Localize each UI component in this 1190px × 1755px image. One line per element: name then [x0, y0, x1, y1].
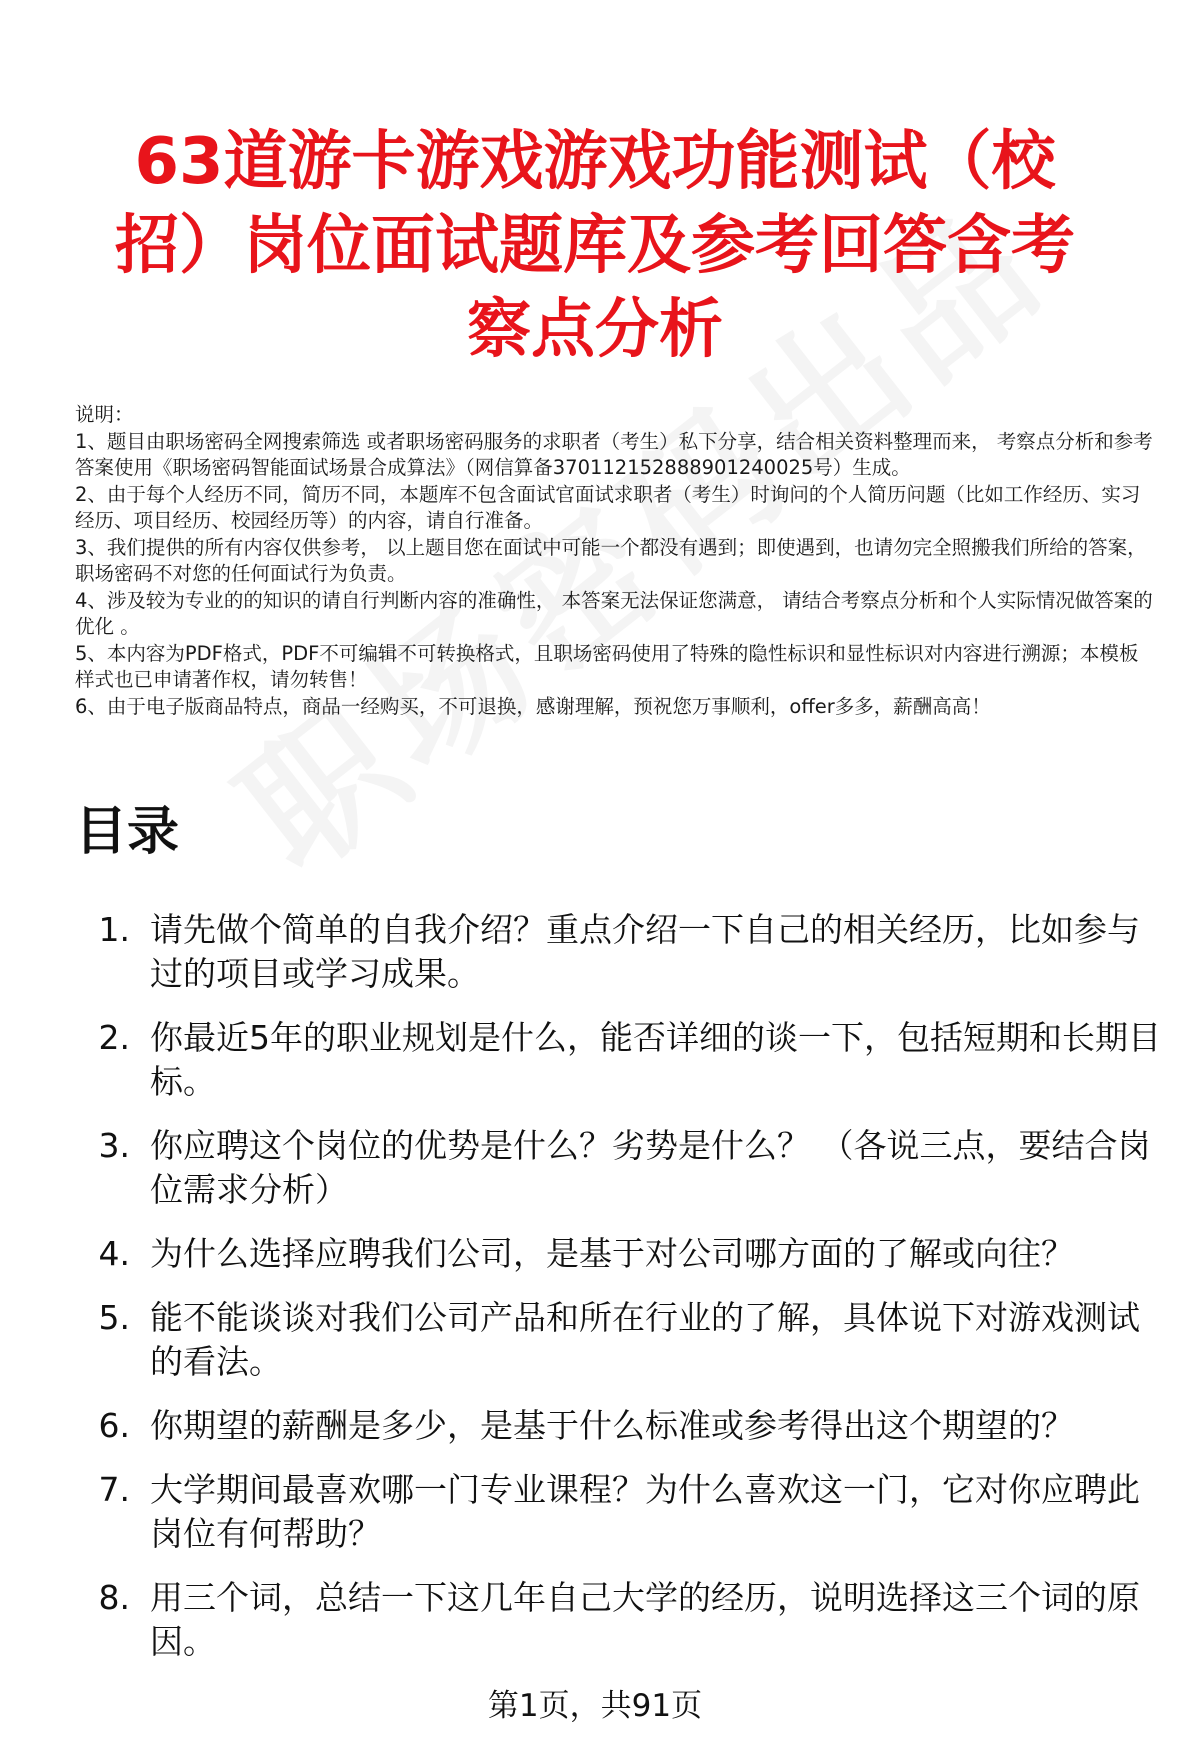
note-item: 1、题目由职场密码全网搜索筛选 或者职场密码服务的求职者（考生）私下分享，结合相关资料整理而来， 考察点分析和参考答案使用《职场密码智能面试场景合成算法》（网信算备370112152888901240025号）生成。 [75, 429, 1153, 479]
toc-item[interactable] [75, 1124, 1165, 1212]
toc-item-number: 8. [98, 1578, 130, 1617]
note-item: 2、由于每个人经历不同，简历不同，本题库不包含面试官面试求职者（考生）时询问的个人简历问题（比如工作经历、实习经历、项目经历、校园经历等）的内容，请自行准备。 [75, 482, 1141, 532]
table-of-contents [75, 908, 1165, 1684]
toc-heading: 目录 [75, 802, 180, 862]
toc-item-number: 1. [98, 910, 130, 949]
toc-item-number: 4. [98, 1234, 130, 1273]
note-item: 3、我们提供的所有内容仅供参考， 以上题目您在面试中可能一个都没有遇到；即使遇到，也请勿完全照搬我们所给的答案，职场密码不对您的任何面试行为负责。 [75, 535, 1147, 585]
toc-item[interactable] [75, 1296, 1165, 1384]
toc-item-text: 为什么选择应聘我们公司，是基于对公司哪方面的了解或向往？ [150, 1234, 1074, 1273]
toc-item[interactable] [75, 1404, 1165, 1448]
notes-heading: 说明： [75, 403, 134, 426]
toc-item[interactable] [75, 1016, 1165, 1104]
toc-item-number: 3. [98, 1126, 130, 1165]
toc-item[interactable] [75, 908, 1165, 996]
note-item: 4、涉及较为专业的的知识的请自行判断内容的准确性， 本答案无法保证您满意， 请结合考察点分析和个人实际情况做答案的优化 。 [75, 588, 1153, 638]
toc-item-number: 2. [98, 1018, 130, 1057]
toc-item-number: 5. [98, 1298, 130, 1337]
toc-item[interactable] [75, 1232, 1165, 1276]
toc-item-text: 你应聘这个岗位的优势是什么？劣势是什么？ （各说三点，要结合岗位需求分析） [150, 1126, 1151, 1209]
toc-item-text: 用三个词，总结一下这几年自己大学的经历，说明选择这三个词的原因。 [150, 1578, 1140, 1661]
document-title: 63道游卡游戏游戏功能测试（校招）岗位面试题库及参考回答含考察点分析 [115, 125, 1075, 367]
note-item: 6、由于电子版商品特点，商品一经购买，不可退换，感谢理解，预祝您万事顺利，offer多多，薪酬高高！ [75, 694, 991, 718]
toc-item-text: 你最近5年的职业规划是什么，能否详细的谈一下，包括短期和长期目标。 [150, 1018, 1161, 1101]
toc-item[interactable] [75, 1576, 1165, 1664]
toc-item-text: 你期望的薪酬是多少，是基于什么标准或参考得出这个期望的？ [150, 1406, 1074, 1445]
toc-item-text: 请先做个简单的自我介绍？重点介绍一下自己的相关经历，比如参与过的项目或学习成果。 [150, 910, 1140, 993]
page-number-footer: 第1页，共91页 [487, 1688, 703, 1724]
toc-item-text: 能不能谈谈对我们公司产品和所在行业的了解，具体说下对游戏测试的看法。 [150, 1298, 1140, 1381]
toc-item-number: 6. [98, 1406, 130, 1445]
toc-item[interactable] [75, 1468, 1165, 1556]
note-item: 5、本内容为PDF格式，PDF不可编辑不可转换格式，且职场密码使用了特殊的隐性标识和显性标识对内容进行溯源；本模板样式也已申请著作权，请勿转售！ [75, 641, 1139, 691]
toc-item-text: 大学期间最喜欢哪一门专业课程？为什么喜欢这一门，它对你应聘此岗位有何帮助？ [150, 1470, 1140, 1553]
disclaimer-notes [75, 402, 1155, 720]
toc-item-number: 7. [98, 1470, 130, 1509]
